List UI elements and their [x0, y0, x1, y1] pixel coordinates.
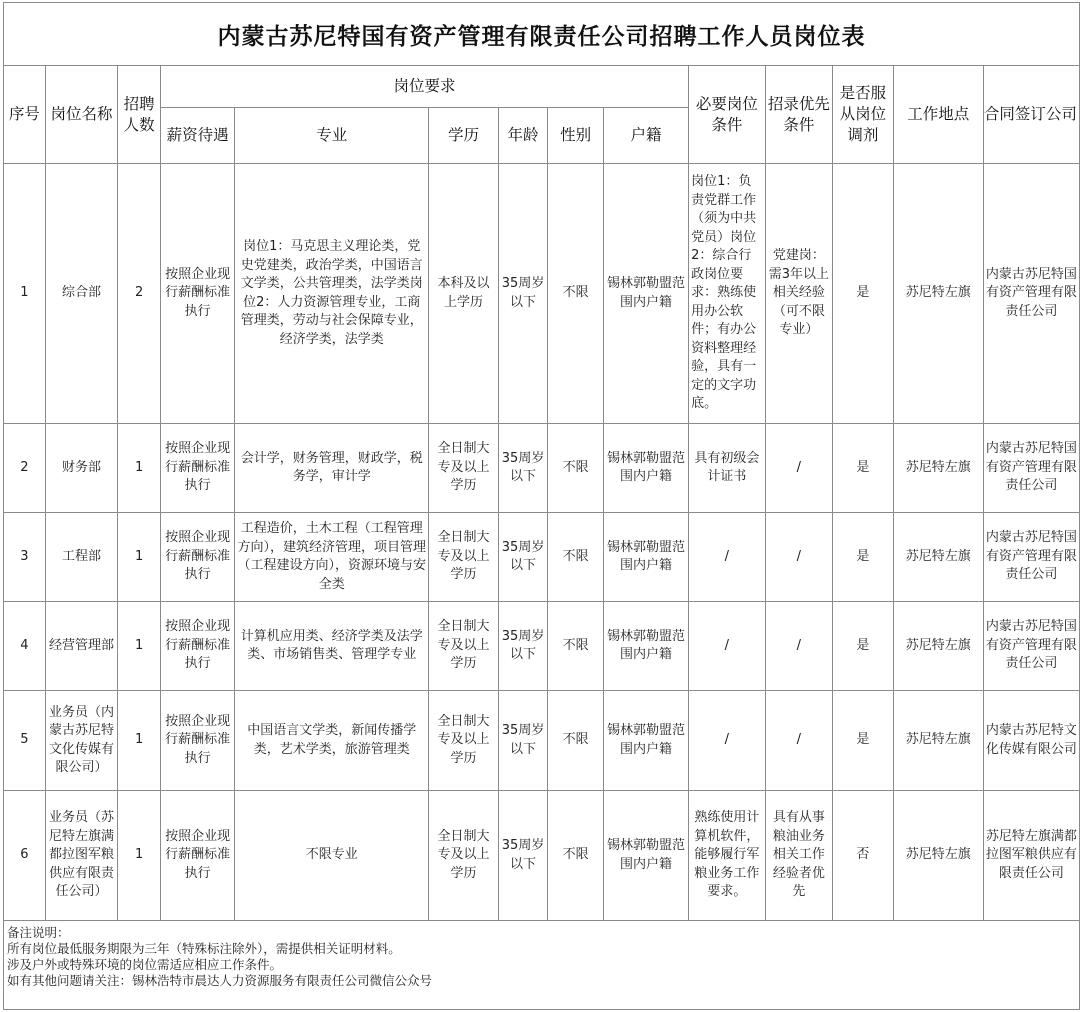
- cell-position-name: 工程部: [45, 513, 117, 602]
- table-row: [4, 513, 1080, 602]
- cell-seq: 2: [4, 424, 46, 513]
- cell-headcount: 1: [118, 791, 161, 921]
- header-hukou: 户籍: [603, 108, 688, 164]
- note-line: 涉及户外或特殊环境的岗位需适应相应工作条件。: [7, 957, 283, 972]
- cell-obey-adjustment: 是: [833, 602, 894, 691]
- header-salary: 薪资待遇: [160, 108, 234, 164]
- cell-salary: 按照企业现行薪酬标准执行: [160, 791, 234, 921]
- cell-contract-company: 内蒙古苏尼特国有资产管理有限责任公司: [983, 513, 1079, 602]
- cell-work-location: 苏尼特左旗: [893, 424, 983, 513]
- cell-headcount: 1: [118, 602, 161, 691]
- cell-obey-adjustment: 是: [833, 691, 894, 791]
- cell-position-name: 财务部: [45, 424, 117, 513]
- cell-gender: 不限: [548, 164, 604, 424]
- cell-required-conditions: 岗位1：负责党群工作（须为中共党员）岗位2：综合行政岗位要求：熟练使用办公软件；有办公资料整理经验，具有一定的文字功底。: [689, 164, 765, 424]
- cell-priority-conditions: /: [765, 602, 833, 691]
- cell-required-conditions: /: [689, 691, 765, 791]
- cell-obey-adjustment: 是: [833, 164, 894, 424]
- header-required-conditions: 必要岗位条件: [689, 66, 765, 164]
- cell-salary: 按照企业现行薪酬标准执行: [160, 513, 234, 602]
- cell-gender: 不限: [548, 791, 604, 921]
- cell-headcount: 1: [118, 424, 161, 513]
- cell-work-location: 苏尼特左旗: [893, 602, 983, 691]
- cell-hukou: 锡林郭勒盟范围内户籍: [603, 164, 688, 424]
- table-title: 内蒙古苏尼特国有资产管理有限责任公司招聘工作人员岗位表: [4, 3, 1080, 66]
- cell-age: 35周岁以下: [498, 791, 548, 921]
- table-row: [4, 424, 1080, 513]
- header-age: 年龄: [498, 108, 548, 164]
- cell-contract-company: 内蒙古苏尼特国有资产管理有限责任公司: [983, 164, 1079, 424]
- header-requirements-group: 岗位要求: [160, 66, 688, 108]
- cell-salary: 按照企业现行薪酬标准执行: [160, 691, 234, 791]
- cell-education: 全日制大专及以上学历: [429, 791, 498, 921]
- cell-contract-company: 苏尼特左旗满都拉图军粮供应有限责任公司: [983, 791, 1079, 921]
- header-seq: 序号: [4, 66, 46, 164]
- cell-gender: 不限: [548, 424, 604, 513]
- cell-age: 35周岁以下: [498, 513, 548, 602]
- cell-work-location: 苏尼特左旗: [893, 513, 983, 602]
- cell-contract-company: 内蒙古苏尼特文化传媒有限公司: [983, 691, 1079, 791]
- cell-major: 岗位1：马克思主义理论类，党史党建类，政治学类，中国语言文学类，公共管理类，法学类岗位2：人力资源管理专业，工商管理类，劳动与社会保障专业，经济学类，法学类: [235, 164, 429, 424]
- cell-obey-adjustment: 是: [833, 424, 894, 513]
- cell-age: 35周岁以下: [498, 691, 548, 791]
- cell-age: 35周岁以下: [498, 164, 548, 424]
- cell-education: 全日制大专及以上学历: [429, 424, 498, 513]
- cell-education: 全日制大专及以上学历: [429, 691, 498, 791]
- cell-major: 计算机应用类、经济学类及法学类、市场销售类、管理学专业: [235, 602, 429, 691]
- cell-gender: 不限: [548, 602, 604, 691]
- cell-contract-company: 内蒙古苏尼特国有资产管理有限责任公司: [983, 424, 1079, 513]
- header-position-name: 岗位名称: [45, 66, 117, 164]
- cell-education: 全日制大专及以上学历: [429, 513, 498, 602]
- cell-obey-adjustment: 是: [833, 513, 894, 602]
- cell-position-name: 经营管理部: [45, 602, 117, 691]
- cell-headcount: 1: [118, 691, 161, 791]
- cell-hukou: 锡林郭勒盟范围内户籍: [603, 513, 688, 602]
- header-contract-company: 合同签订公司: [983, 66, 1079, 164]
- cell-education: 本科及以上学历: [429, 164, 498, 424]
- cell-hukou: 锡林郭勒盟范围内户籍: [603, 691, 688, 791]
- cell-position-name: 综合部: [45, 164, 117, 424]
- cell-work-location: 苏尼特左旗: [893, 164, 983, 424]
- cell-hukou: 锡林郭勒盟范围内户籍: [603, 424, 688, 513]
- header-obey-adjustment: 是否服从岗位调剂: [833, 66, 894, 164]
- cell-salary: 按照企业现行薪酬标准执行: [160, 602, 234, 691]
- cell-priority-conditions: 党建岗：需3年以上相关经验（可不限专业）: [765, 164, 833, 424]
- cell-headcount: 2: [118, 164, 161, 424]
- cell-position-name: 业务员（内蒙古苏尼特文化传媒有限公司）: [45, 691, 117, 791]
- cell-required-conditions: /: [689, 513, 765, 602]
- cell-priority-conditions: /: [765, 691, 833, 791]
- note-line: 如有其他问题请关注：锡林浩特市晨达人力资源服务有限责任公司微信公众号: [7, 973, 433, 988]
- table-row: [4, 791, 1080, 921]
- cell-hukou: 锡林郭勒盟范围内户籍: [603, 791, 688, 921]
- cell-salary: 按照企业现行薪酬标准执行: [160, 424, 234, 513]
- cell-seq: 5: [4, 691, 46, 791]
- cell-obey-adjustment: 否: [833, 791, 894, 921]
- table-row: [4, 691, 1080, 791]
- cell-priority-conditions: /: [765, 513, 833, 602]
- cell-major: 不限专业: [235, 791, 429, 921]
- cell-age: 35周岁以下: [498, 424, 548, 513]
- cell-major: 工程造价，土木工程（工程管理方向），建筑经济管理，项目管理（工程建设方向），资源环境与安全类: [235, 513, 429, 602]
- cell-required-conditions: 具有初级会计证书: [689, 424, 765, 513]
- recruitment-table: [3, 2, 1080, 1010]
- cell-work-location: 苏尼特左旗: [893, 691, 983, 791]
- table-row: [4, 164, 1080, 424]
- header-gender: 性别: [548, 108, 604, 164]
- cell-headcount: 1: [118, 513, 161, 602]
- cell-work-location: 苏尼特左旗: [893, 791, 983, 921]
- header-education: 学历: [429, 108, 498, 164]
- header-priority-conditions: 招录优先条件: [765, 66, 833, 164]
- cell-major: 中国语言文学类，新闻传播学类，艺术学类，旅游管理类: [235, 691, 429, 791]
- cell-seq: 4: [4, 602, 46, 691]
- cell-major: 会计学，财务管理，财政学，税务学，审计学: [235, 424, 429, 513]
- header-major: 专业: [235, 108, 429, 164]
- notes-section: [4, 921, 1080, 1010]
- cell-seq: 3: [4, 513, 46, 602]
- cell-hukou: 锡林郭勒盟范围内户籍: [603, 602, 688, 691]
- notes-heading: 备注说明：: [7, 925, 70, 940]
- note-line: 所有岗位最低服务期限为三年（特殊标注除外），需提供相关证明材料。: [7, 941, 401, 956]
- cell-gender: 不限: [548, 691, 604, 791]
- cell-required-conditions: 熟练使用计算机软件，能够履行军粮业务工作要求。: [689, 791, 765, 921]
- cell-priority-conditions: 具有从事粮油业务相关工作经验者优先: [765, 791, 833, 921]
- header-work-location: 工作地点: [893, 66, 983, 164]
- cell-priority-conditions: /: [765, 424, 833, 513]
- cell-contract-company: 内蒙古苏尼特国有资产管理有限责任公司: [983, 602, 1079, 691]
- cell-position-name: 业务员（苏尼特左旗满都拉图军粮供应有限责任公司）: [45, 791, 117, 921]
- cell-salary: 按照企业现行薪酬标准执行: [160, 164, 234, 424]
- cell-seq: 6: [4, 791, 46, 921]
- header-headcount: 招聘人数: [118, 66, 161, 164]
- cell-age: 35周岁以下: [498, 602, 548, 691]
- cell-seq: 1: [4, 164, 46, 424]
- cell-education: 全日制大专及以上学历: [429, 602, 498, 691]
- cell-required-conditions: /: [689, 602, 765, 691]
- table-row: [4, 602, 1080, 691]
- cell-gender: 不限: [548, 513, 604, 602]
